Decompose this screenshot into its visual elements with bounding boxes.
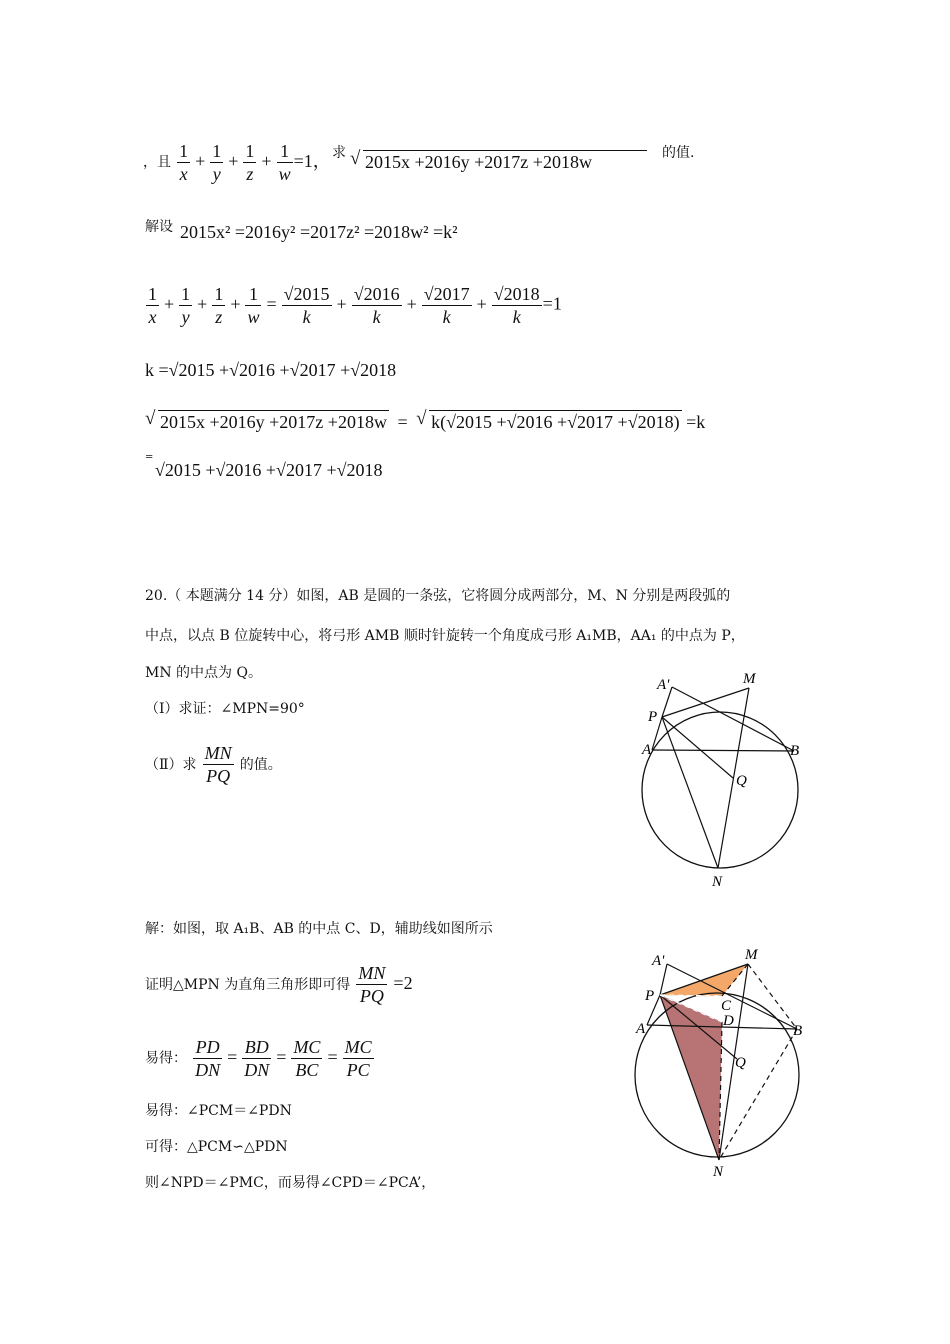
fig2-label-P: P [645,988,655,1004]
ratio-num: MC [344,1037,372,1057]
solution-k-line: k =√2015 +√2016 +√2017 +√2018 [145,360,397,380]
fig1-label-A-prime: A' [657,677,670,693]
fig2-label-A: A [636,1021,646,1037]
long-end: =k [686,412,706,432]
frac-1-y: $\frac{1}{y}$ [212,141,222,184]
long-lhs: 2015x +2016y +2017z +2018w [160,412,387,432]
condition-prefix: ，且 [143,154,171,171]
question-sqrt-body: 2015x +2016y +2017z +2018w [363,150,647,173]
question-sqrt [350,150,647,173]
condition-line: ，且 $\frac{1}{x}$ + $\frac{1}{y}$ + $\frac{1}{z}$ + $\frac{1}{w}$ =1， [143,141,331,184]
problem-line2: 中点，以点 B 位旋转中心，将弓形 AMB 顺时针旋转一个角度成弓形 A₁MB，AA₁ 的中点为 P， [145,628,745,644]
problem-line1: 20.（ 本题满分 14 分）如图，AB 是圆的一条弦，它将圆分成两部分，M、N 分别是两段弧的 [145,588,731,604]
condition-equals: =1， [293,150,331,171]
fig2-label-B: B [793,1023,803,1039]
ratio-den: PC [346,1060,370,1080]
eq-mark: = [145,452,154,463]
answer-line3: 易得： $\frac{PD}{DN}$ = $\frac{BD}{DN}$ = $\frac{MC}{BC}$ = $\frac{MC}{PC}$ [145,1037,372,1080]
fig2-label-C: C [721,998,732,1014]
figure-1 [630,665,820,895]
fig1-label-M: M [743,671,756,687]
fig2-label-A-prime: A' [652,953,665,969]
answer-l2-post: =2 [393,973,413,993]
answer-l2-pre: 证明△MPN 为直角三角形即可得 [145,977,351,993]
part2-pre: （Ⅱ）求 [145,757,197,773]
answer-l2-num: MN [358,963,386,983]
answer-line5: 可得：△PCM∽△PDN [145,1139,288,1155]
figure-2 [625,940,825,1185]
solution-label: 解设 [145,219,173,235]
frac-1-w: $\frac{1}{w}$ [278,141,291,184]
problem-line3: MN 的中点为 Q。 [145,665,262,681]
ratio-num: BD [242,1036,271,1059]
answer-line1: 解：如图，取 A₁B、AB 的中点 C、D，辅助线如图所示 [145,921,493,937]
problem-part2 [145,742,282,787]
fig1-label-N: N [712,874,723,890]
problem-part1: （Ⅰ）求证：∠MPN=90° [145,701,305,717]
solution-long-eq: √ 2015x +2016y +2017z +2018w = √ k(√2015 +√2016 +√2017 +√2018) =k [145,410,705,433]
fig2-label-M: M [745,947,758,963]
ratio-num: MC [293,1037,321,1057]
answer-line4: 易得：∠PCM＝∠PDN [145,1103,292,1119]
fig2-label-N: N [713,1164,724,1180]
ratio-den: BC [295,1060,319,1080]
question-suffix: 的值. [662,145,695,161]
solution-eq1: 2015x² =2016y² =2017z² =2018w² =k² [180,222,458,242]
part2-post: 的值。 [239,757,282,773]
answer-l2-den: PQ [359,986,384,1006]
solution-final: √2015 +√2016 +√2017 +√2018 [155,460,383,480]
fig1-label-A: A [642,742,652,758]
fig2-label-Q: Q [735,1055,746,1071]
frac-1-z: $\frac{1}{z}$ [245,141,255,184]
part2-den: PQ [206,766,231,786]
answer-line2 [145,962,413,1007]
solution-eq2: $\frac{1}{x}$ + $\frac{1}{y}$ + $\frac{1}{z}$ + $\frac{1}{w}$ = $\frac{√2015}{k}$ + $\frac{√2016}{k}$ + $\frac{√2017}{k}$ + $\frac{√2018}{k}$ =1 [148,284,562,327]
fig2-label-D: D [723,1013,734,1029]
long-rhs: k(√2015 +√2016 +√2017 +√2018) [431,412,680,432]
frac-1-x: $\frac{1}{x}$ [179,141,189,184]
fig1-label-Q: Q [736,773,747,789]
fig1-label-B: B [790,743,800,759]
answer-l3-label: 易得： [145,1050,187,1067]
ask-label: 求 [332,145,346,161]
solution-eq2-rhs: =1 [542,293,562,314]
ratio-num: PD [193,1036,222,1059]
part2-num: MN [204,743,232,763]
ratio-den: DN [244,1060,270,1080]
fig1-label-P: P [648,709,658,725]
answer-line6: 则∠NPD＝∠PMC，而易得∠CPD＝∠PCA’， [145,1175,436,1191]
ratio-den: DN [195,1060,221,1080]
